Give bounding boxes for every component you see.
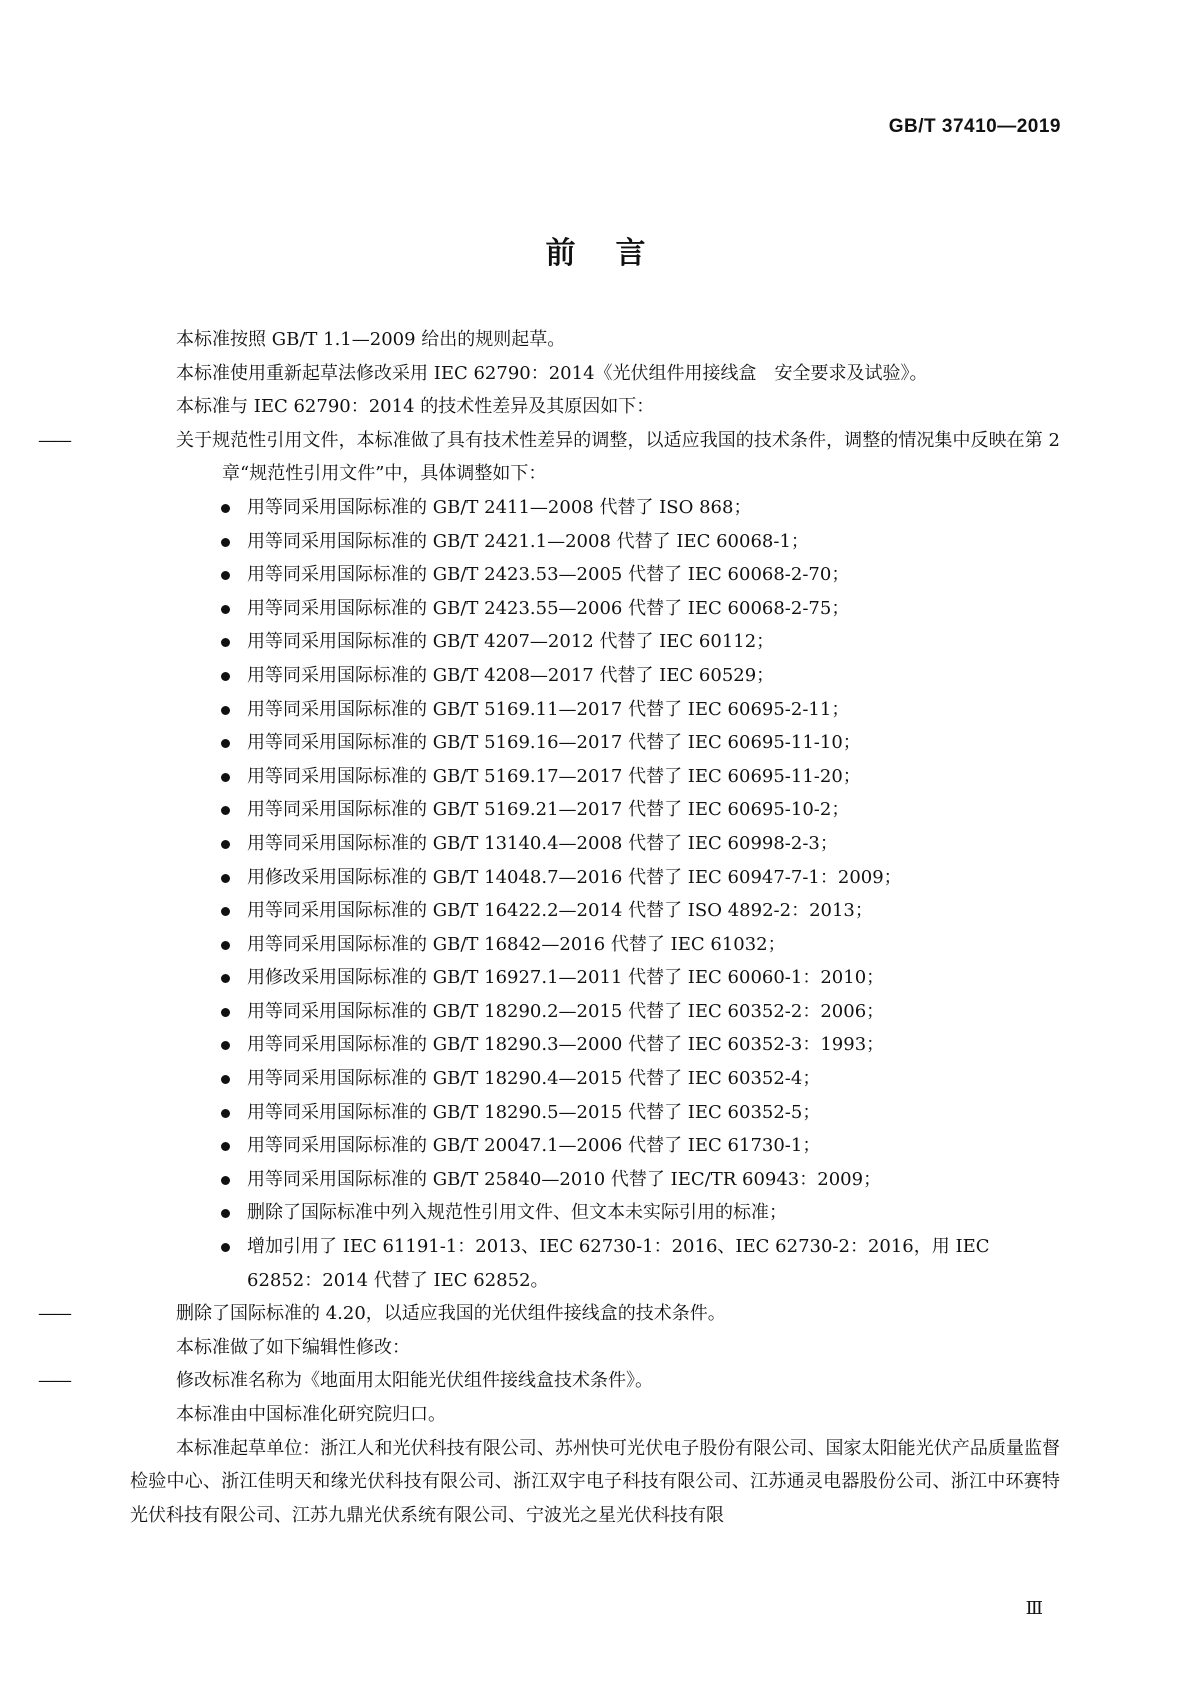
paragraph-drafting-units: 本标准起草单位：浙江人和光伏科技有限公司、苏州快可光伏电子股份有限公司、国家太阳能光伏产品质量监督检验中心、浙江佳明天和缘光伏科技有限公司、浙江双宇电子科技有限公司、江苏通灵电器股份公司、浙江中环赛特光伏科技有限公司、江苏九鼎光伏系统有限公司、宁波光之星光伏科技有限: [130, 1437, 1060, 1526]
bullet-text: 删除了国际标准中列入规范性引用文件、但文本未实际引用的标准；: [247, 1202, 787, 1224]
bullet-item: [130, 592, 1060, 626]
bullet-item: [130, 1129, 1060, 1163]
bullet-text: 用修改采用国际标准的 GB/T 16927.1—2011 代替了 IEC 60060-1：2010；: [247, 967, 885, 989]
document-id: GB/T 37410—2019: [888, 116, 1061, 137]
bullet-text: 用等同采用国际标准的 GB/T 2423.55—2006 代替了 IEC 60068-2-75；: [247, 597, 850, 619]
dash-marker: ——: [38, 429, 70, 451]
bullet-text: 用等同采用国际标准的 GB/T 13140.4—2008 代替了 IEC 60998-2-3；: [247, 832, 838, 854]
bullet-item: [130, 760, 1060, 794]
bullet-dot-icon: [221, 773, 230, 782]
bullet-dot-icon: [221, 1142, 230, 1151]
bullet-dot-icon: [221, 605, 230, 614]
bullet-dot-icon: [221, 638, 230, 647]
bullet-text: 用等同采用国际标准的 GB/T 5169.21—2017 代替了 IEC 60695-10-2；: [247, 799, 850, 821]
bullet-text: 用等同采用国际标准的 GB/T 20047.1—2006 代替了 IEC 61730-1；: [247, 1135, 821, 1157]
bullet-item: [130, 625, 1060, 659]
dash-item-text: 关于规范性引用文件，本标准做了具有技术性差异的调整，以适应我国的技术条件，调整的情况集中反映在第 2 章“规范性引用文件”中，具体调整如下：: [176, 429, 1060, 485]
paragraph-drafting-rules: 本标准按照 GB/T 1.1—2009 给出的规则起草。: [176, 329, 566, 350]
bullet-text: 用等同采用国际标准的 GB/T 18290.5—2015 代替了 IEC 60352-5；: [247, 1101, 821, 1123]
bullet-text: 用等同采用国际标准的 GB/T 2411—2008 代替了 ISO 868；: [247, 496, 752, 518]
bullet-dot-icon: [221, 538, 230, 547]
bullet-item: [130, 961, 1060, 995]
bullet-text: 用等同采用国际标准的 GB/T 5169.11—2017 代替了 IEC 60695-2-11；: [247, 698, 850, 720]
dash-marker: ——: [38, 1370, 70, 1392]
bullet-text: 用等同采用国际标准的 GB/T 16842—2016 代替了 IEC 61032；: [247, 933, 786, 955]
bullet-dot-icon: [221, 1075, 230, 1084]
bullet-item: [130, 1163, 1060, 1197]
bullet-item: [130, 558, 1060, 592]
bullet-text: 用修改采用国际标准的 GB/T 14048.7—2016 代替了 IEC 60947-7-1：2009；: [247, 866, 902, 888]
page-number: Ⅲ: [1025, 1598, 1043, 1619]
bullet-text: 用等同采用国际标准的 GB/T 18290.3—2000 代替了 IEC 60352-3：1993；: [247, 1034, 885, 1056]
bullet-text: 用等同采用国际标准的 GB/T 18290.4—2015 代替了 IEC 60352-4；: [247, 1068, 821, 1090]
bullet-text: 用等同采用国际标准的 GB/T 4207—2012 代替了 IEC 60112；: [247, 631, 775, 653]
bullet-item: [130, 491, 1060, 525]
bullet-text: 用等同采用国际标准的 GB/T 5169.17—2017 代替了 IEC 60695-11-20；: [247, 765, 861, 787]
bullet-item: [130, 995, 1060, 1029]
bullet-dot-icon: [221, 840, 230, 849]
bullet-item: [130, 659, 1060, 693]
bullet-item: [130, 861, 1060, 895]
dash-item-text: 删除了国际标准的 4.20，以适应我国的光伏组件接线盒的技术条件。: [176, 1303, 726, 1325]
bullet-text: 用等同采用国际标准的 GB/T 18290.2—2015 代替了 IEC 60352-2：2006；: [247, 1000, 885, 1022]
bullet-dot-icon: [221, 1243, 230, 1252]
bullet-item: [130, 693, 1060, 727]
paragraph-responsible-body: 本标准由中国标准化研究院归口。: [176, 1404, 446, 1425]
dash-item-text: 修改标准名称为《地面用太阳能光伏组件接线盒技术条件》。: [176, 1370, 653, 1392]
bullet-dot-icon: [221, 706, 230, 715]
bullet-item: [130, 525, 1060, 559]
bullet-item: [130, 1028, 1060, 1062]
bullet-text: 用等同采用国际标准的 GB/T 25840—2010 代替了 IEC/TR 60943：2009；: [247, 1168, 882, 1190]
bullet-dot-icon: [221, 907, 230, 916]
bullet-dot-icon: [221, 941, 230, 950]
bullet-item: [130, 1062, 1060, 1096]
bullet-dot-icon: [221, 1008, 230, 1017]
bullet-dot-icon: [221, 571, 230, 580]
bullet-text: 增加引用了 IEC 61191-1：2013、IEC 62730-1：2016、IEC 62730-2：2016，用 IEC 62852：2014 代替了 IEC 62852。: [247, 1236, 990, 1291]
bullet-item: [130, 827, 1060, 861]
bullet-dot-icon: [221, 672, 230, 681]
bullet-dot-icon: [221, 739, 230, 748]
bullet-dot-icon: [221, 1209, 230, 1218]
foreword-body: [38, 323, 1060, 1532]
bullet-text: 用等同采用国际标准的 GB/T 16422.2—2014 代替了 ISO 4892-2：2013；: [247, 900, 873, 922]
bullet-text: 用等同采用国际标准的 GB/T 5169.16—2017 代替了 IEC 60695-11-10；: [247, 732, 861, 754]
bullet-dot-icon: [221, 1041, 230, 1050]
bullet-dot-icon: [221, 806, 230, 815]
paragraph-differences-intro: 本标准与 IEC 62790：2014 的技术性差异及其原因如下：: [176, 396, 655, 418]
bullet-text: 用等同采用国际标准的 GB/T 4208—2017 代替了 IEC 60529；: [247, 664, 775, 686]
bullet-item: [130, 894, 1060, 928]
page-title: 前言: [545, 236, 686, 271]
dash-item-normative-references: [38, 424, 1060, 491]
bullet-dot-icon: [221, 874, 230, 883]
bullet-text: 用等同采用国际标准的 GB/T 2421.1—2008 代替了 IEC 60068-1；: [247, 530, 809, 552]
dash-item-deleted-clause: [38, 1297, 1060, 1331]
dash-marker: ——: [38, 1303, 70, 1325]
bullet-item: [130, 1196, 1060, 1230]
bullet-item: [130, 928, 1060, 962]
bullet-text: 用等同采用国际标准的 GB/T 2423.53—2005 代替了 IEC 60068-2-70；: [247, 564, 850, 586]
bullet-dot-icon: [221, 504, 230, 513]
bullet-item: [130, 726, 1060, 760]
dash-item-title-change: [38, 1364, 1060, 1398]
paragraph-editorial-changes: 本标准做了如下编辑性修改：: [176, 1336, 410, 1358]
bullet-dot-icon: [221, 974, 230, 983]
bullet-dot-icon: [221, 1176, 230, 1185]
paragraph-adoption-method: 本标准使用重新起草法修改采用 IEC 62790：2014《光伏组件用接线盒 安全要求及试验》。: [176, 362, 928, 384]
bullet-item: [130, 1230, 1060, 1297]
bullet-item: [130, 793, 1060, 827]
bullet-item: [130, 1096, 1060, 1130]
bullet-dot-icon: [221, 1109, 230, 1118]
reference-replacement-list: [130, 491, 1060, 1297]
